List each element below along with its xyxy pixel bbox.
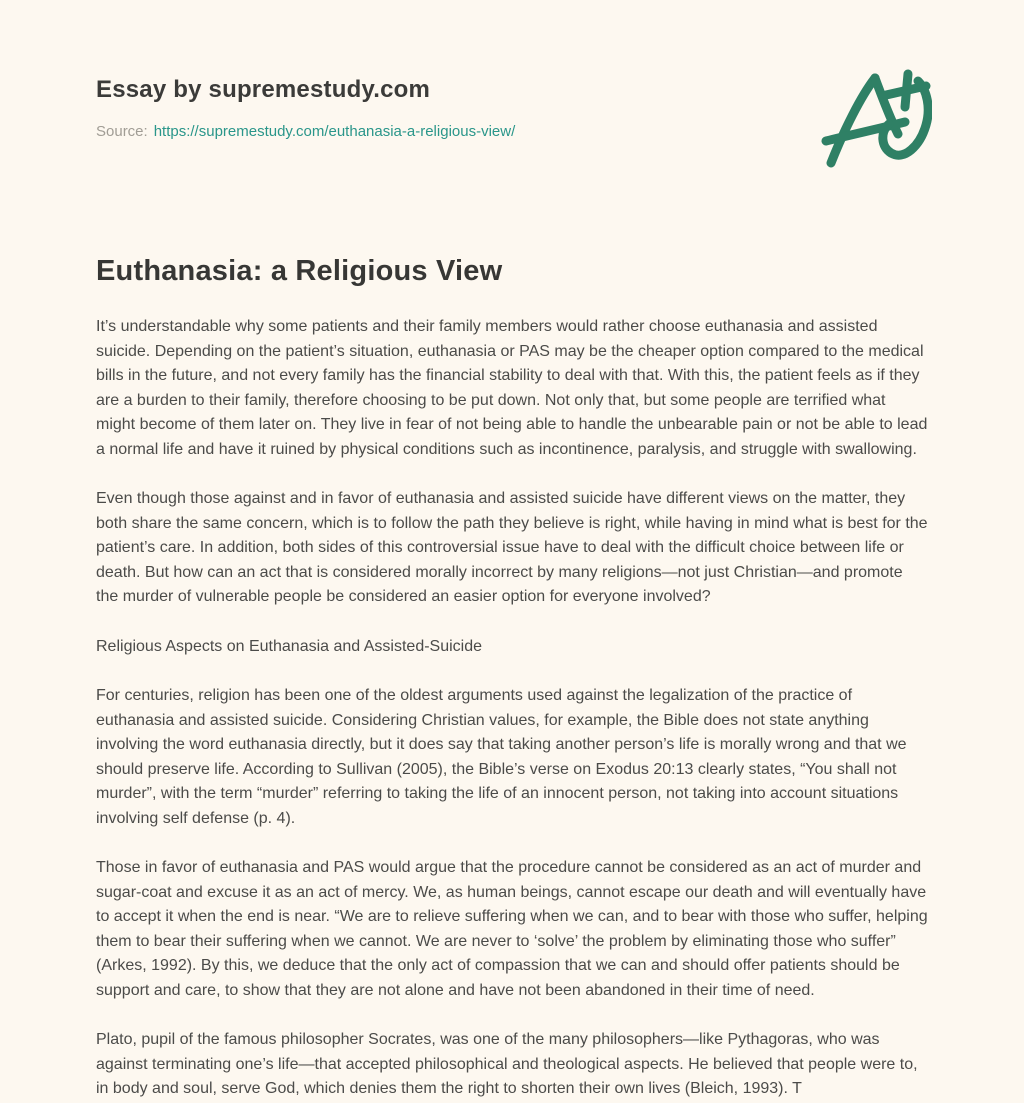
article-body (96, 315, 928, 1102)
a-plus-logo-icon (820, 62, 932, 172)
source-link[interactable]: https://supremestudy.com/euthanasia-a-religious-view/ (153, 123, 516, 140)
page-title: Essay by supremestudy.com (96, 76, 431, 103)
essay-paragraph: Even though those against and in favor of euthanasia and assisted suicide have different views on the matter, they both share the same concern, which is to follow the path they believe is right, while having in mind what is best for the patient’s care. In addition, both sides of this controversial issue have to deal with the difficult choice between life or death. But how can an act that is considered morally incorrect by many religions—not just Christian—and promote the murder of vulnerable people be considered an easier option for everyone involved? (96, 490, 928, 605)
essay-paragraph: It’s understandable why some patients and their family members would rather choose euthanasia and assisted suicide. Depending on the patient’s situation, euthanasia or PAS may be the cheaper option compared to the medical bills in the future, and not every family has the financial stability to deal with that. With this, the patient feels as if they are a burden to their family, therefore choosing to be put down. Not only that, but some people are terrified what might become of them later on. They live in fear of not being able to handle the unbearable pain or not be able to lead a normal life and have it ruined by physical conditions such as incontinence, paralysis, and struggle with swallowing. (96, 318, 928, 458)
essay-paragraph: Plato, pupil of the famous philosopher Socrates, was one of the many philosophers—like Pythagoras, who was against terminating one’s life—that accepted philosophical and theological aspects. He believed that people were to, in body and soul, serve God, which denies them the right to shorten their own lives (Bleich, 1993). T (96, 1031, 918, 1097)
section-heading: Religious Aspects on Euthanasia and Assisted-Suicide (96, 637, 483, 655)
article-title: Euthanasia: a Religious View (96, 255, 503, 287)
essay-paragraph: Those in favor of euthanasia and PAS would argue that the procedure cannot be considered as an act of murder and sugar-coat and excuse it as an act of mercy. We, as human beings, cannot escape our death and will eventually have to accept it when the end is near. “We are to relieve suffering when we can, and to bear with those who suffer, helping them to bear their suffering when we cannot. We are never to ‘solve’ the problem by eliminating those who suffer” (Arkes, 1992). By this, we deduce that the only act of compassion that we can and should offer patients should be support and care, to show that they are not alone and have not been abandoned in their time of need. (96, 859, 928, 999)
source-line (96, 121, 928, 142)
source-label: Source: (96, 123, 148, 140)
essay-paragraph: For centuries, religion has been one of the oldest arguments used against the legalization of the practice of euthanasia and assisted suicide. Considering Christian values, for example, the Bible does not state anything involving the word euthanasia directly, but it does say that taking another person’s life is morally wrong and that we should preserve life. According to Sullivan (2005), the Bible’s verse on Exodus 20:13 clearly states, “You shall not murder”, with the term “murder” referring to taking the life of an innocent person, not taking into account situations involving self defense (p. 4). (96, 687, 907, 827)
